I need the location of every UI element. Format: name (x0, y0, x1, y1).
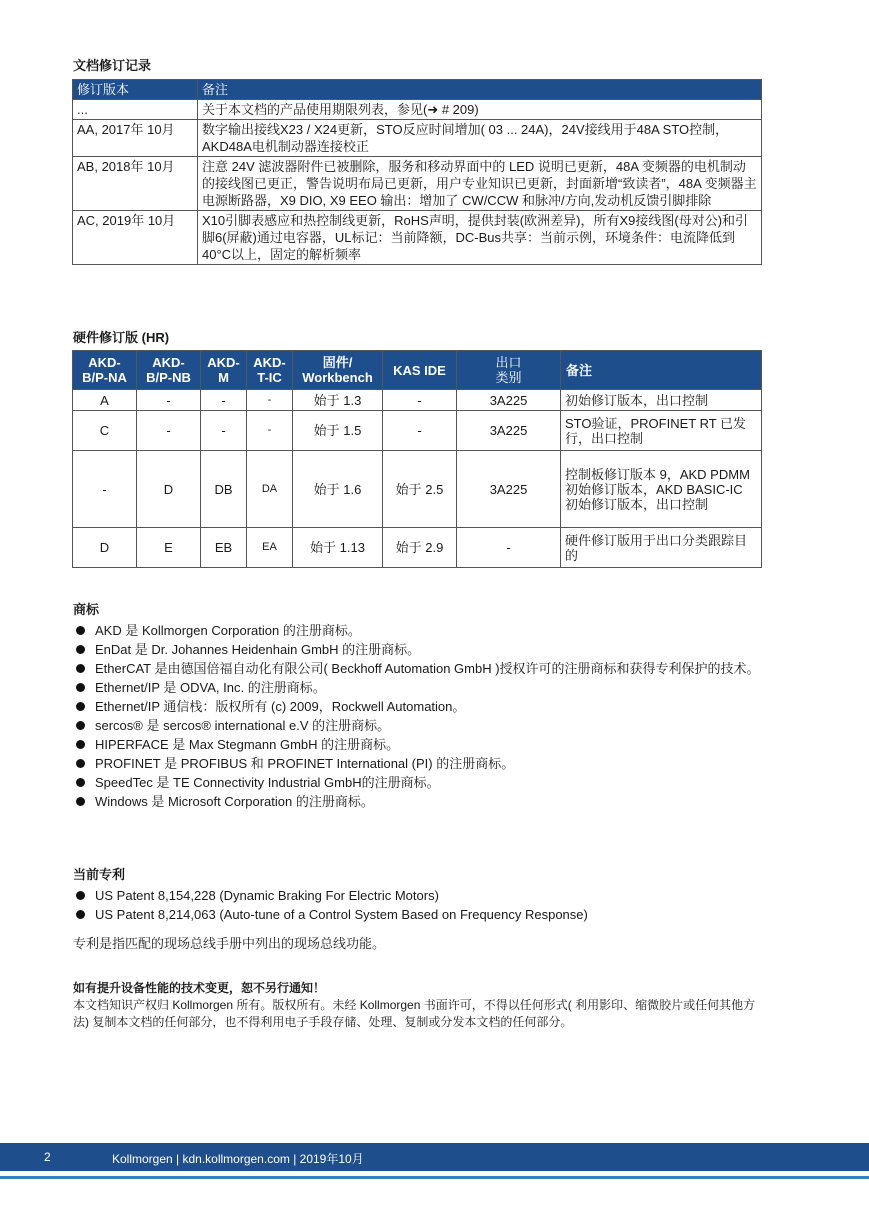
bullet-icon (76, 702, 85, 711)
table-row (73, 451, 762, 528)
hw-header-export (457, 351, 561, 390)
list-item (73, 621, 773, 640)
hw-cell: A (73, 390, 137, 411)
table-row (73, 100, 762, 120)
hw-cell: 始于 1.5 (293, 411, 383, 451)
revision-header-version: 修订版本 (73, 80, 198, 100)
notice-text: 本文档知识产权归 Kollmorgen 所有。版权所有。未经 Kollmorgen 书面许可，不得以任何形式( 利用影印、缩微胶片或任何其他方法) 复制本文档的任何部分，也不得利用电子手段存储、处理、复制或分发本文档的任何部分。 (73, 998, 756, 1029)
hw-cell: - (247, 390, 293, 411)
revision-note: 关于本文档的产品使用期限列表，参见(➜ # 209) (198, 100, 762, 120)
hw-cell: 始于 1.3 (293, 390, 383, 411)
footer-bar (0, 1143, 869, 1171)
hw-cell: EA (247, 528, 293, 568)
hw-cell: D (137, 451, 201, 528)
revision-version: AA, 2017年 10月 (73, 120, 198, 157)
revision-version: ... (73, 100, 198, 120)
bullet-icon (76, 778, 85, 787)
hw-header-kas-ide (383, 351, 457, 390)
hw-cell: 3A225 (457, 451, 561, 528)
bullet-icon (76, 891, 85, 900)
hw-cell: - (137, 411, 201, 451)
bullet-icon (76, 797, 85, 806)
hardware-table (72, 350, 762, 568)
list-item (73, 773, 773, 792)
revision-version: AB, 2018年 10月 (73, 157, 198, 211)
hw-cell: - (73, 451, 137, 528)
hw-cell: 始于 2.9 (383, 528, 457, 568)
trademark-text: EnDat 是 Dr. Johannes Heidenhain GmbH 的注册商标。 (95, 642, 421, 657)
list-item (73, 640, 773, 659)
hw-cell: - (247, 411, 293, 451)
trademark-text: PROFINET 是 PROFIBUS 和 PROFINET International (PI) 的注册商标。 (95, 756, 515, 771)
table-row (73, 120, 762, 157)
hw-header-text: 出口 类别 (495, 355, 522, 385)
list-item (73, 697, 773, 716)
hw-header-text: AKD- B/P-NB (146, 355, 191, 385)
patents-list (73, 886, 773, 924)
footer-divider (0, 1176, 869, 1179)
table-row (73, 390, 762, 411)
notice-title: 如有提升设备性能的技术变更，恕不另行通知！ (73, 981, 326, 995)
bullet-icon (76, 740, 85, 749)
hardware-header-row (73, 351, 762, 390)
trademark-text: EtherCAT 是由德国倍福自动化有限公司( Beckhoff Automation GmbH )授权许可的注册商标和获得专利保护的技术。 (95, 661, 760, 676)
hw-header-firmware (293, 351, 383, 390)
list-item (73, 754, 773, 773)
revision-section-title: 文档修订记录 (73, 58, 152, 73)
hw-cell: DB (201, 451, 247, 528)
list-item (73, 659, 773, 678)
hardware-section-title: 硬件修订版 (HR) (73, 330, 170, 345)
list-item (73, 886, 773, 905)
trademark-text: HIPERFACE 是 Max Stegmann GmbH 的注册商标。 (95, 737, 400, 752)
hw-cell: - (137, 390, 201, 411)
trademark-text: SpeedTec 是 TE Connectivity Industrial GmbH的注册商标。 (95, 775, 440, 790)
hw-cell: - (383, 411, 457, 451)
list-item (73, 678, 773, 697)
table-row (73, 411, 762, 451)
bullet-icon (76, 721, 85, 730)
trademarks-list (73, 621, 773, 811)
trademark-text: Windows 是 Microsoft Corporation 的注册商标。 (95, 794, 374, 809)
bullet-icon (76, 645, 85, 654)
trademark-text: Ethernet/IP 是 ODVA, Inc. 的注册商标。 (95, 680, 326, 695)
hw-header-akd-bp-nb (137, 351, 201, 390)
bullet-icon (76, 910, 85, 919)
hw-cell: DA (247, 451, 293, 528)
hw-cell: 3A225 (457, 390, 561, 411)
hw-header-text: AKD- B/P-NA (82, 355, 127, 385)
revision-version: AC, 2019年 10月 (73, 211, 198, 265)
list-item (73, 735, 773, 754)
hw-header-akd-t-ic (247, 351, 293, 390)
hw-note: STO验证，PROFINET RT 已发行，出口控制 (561, 411, 762, 451)
hw-cell: EB (201, 528, 247, 568)
revision-header-row (73, 80, 762, 100)
hw-header-text: AKD- M (207, 355, 240, 385)
hw-header-akd-m (201, 351, 247, 390)
hw-header-notes (561, 351, 762, 390)
footer-text: Kollmorgen | kdn.kollmorgen.com | 2019年10月 (112, 1152, 364, 1166)
hw-cell: - (201, 411, 247, 451)
page-number: 2 (44, 1150, 51, 1164)
hw-note: 控制板修订版本 9，AKD PDMM 初始修订版本，AKD BASIC-IC 初始修订版本，出口控制 (561, 451, 762, 528)
bullet-icon (76, 759, 85, 768)
hw-header-text: 备注 (566, 362, 593, 378)
list-item (73, 905, 773, 924)
bullet-icon (76, 683, 85, 692)
hw-note: 硬件修订版用于出口分类跟踪目的 (561, 528, 762, 568)
patents-note: 专利是指匹配的现场总线手册中列出的现场总线功能。 (73, 936, 386, 951)
trademark-text: sercos® 是 sercos® international e.V 的注册商标。 (95, 718, 391, 733)
hw-note: 初始修订版本，出口控制 (561, 390, 762, 411)
hw-cell: - (201, 390, 247, 411)
hw-cell: 始于 1.6 (293, 451, 383, 528)
bullet-icon (76, 626, 85, 635)
hw-cell: 3A225 (457, 411, 561, 451)
hw-cell: E (137, 528, 201, 568)
trademark-text: Ethernet/IP 通信栈：版权所有 (c) 2009，Rockwell Automation。 (95, 699, 466, 714)
hw-cell: - (457, 528, 561, 568)
hw-cell: C (73, 411, 137, 451)
revision-note: X10引脚表感应和热控制线更新，RoHS声明，提供封装(欧洲差异)，所有X9接线图(母对公)和引脚6(屏蔽)通过电容器，UL标记：当前降额，DC-Bus共享：当前示例，环境条件：电流降低到40°C以上，固定的解析频率 (198, 211, 762, 265)
patent-text: US Patent 8,214,063 (Auto-tune of a Control System Based on Frequency Response) (95, 907, 588, 922)
trademarks-section-title: 商标 (73, 602, 100, 617)
revision-table (72, 79, 762, 265)
hw-header-text: KAS IDE (393, 362, 446, 378)
hw-cell: D (73, 528, 137, 568)
patent-text: US Patent 8,154,228 (Dynamic Braking For Electric Motors) (95, 888, 439, 903)
revision-note: 数字输出接线X23 / X24更新，STO反应时间增加( 03 ... 24A)，24V接线用于48A STO控制，AKD48A电机制动器连接校正 (198, 120, 762, 157)
bullet-icon (76, 664, 85, 673)
hw-header-text: 固件/ Workbench (302, 355, 373, 385)
hw-cell: 始于 1.13 (293, 528, 383, 568)
hw-cell: - (383, 390, 457, 411)
trademark-text: AKD 是 Kollmorgen Corporation 的注册商标。 (95, 623, 361, 638)
table-row (73, 157, 762, 211)
table-row (73, 528, 762, 568)
table-row (73, 211, 762, 265)
revision-header-notes: 备注 (198, 80, 762, 100)
list-item (73, 716, 773, 735)
hw-cell: 始于 2.5 (383, 451, 457, 528)
hw-header-text: AKD- T-IC (253, 355, 286, 385)
patents-section-title: 当前专利 (73, 867, 126, 882)
revision-note: 注意 24V 滤波器附件已被删除，服务和移动界面中的 LED 说明已更新，48A 变频器的电机制动的接线图已更正，警告说明布局已更新，用户专业知识已更新，封面新增“致读者”，48A 变频器主电源断路器，X9 DIO, X9 EEO 输出：增加了 CW/CCW 和脉冲/方向,发动机反馈引脚排除 (198, 157, 762, 211)
hw-header-akd-bp-na (73, 351, 137, 390)
list-item (73, 792, 773, 811)
